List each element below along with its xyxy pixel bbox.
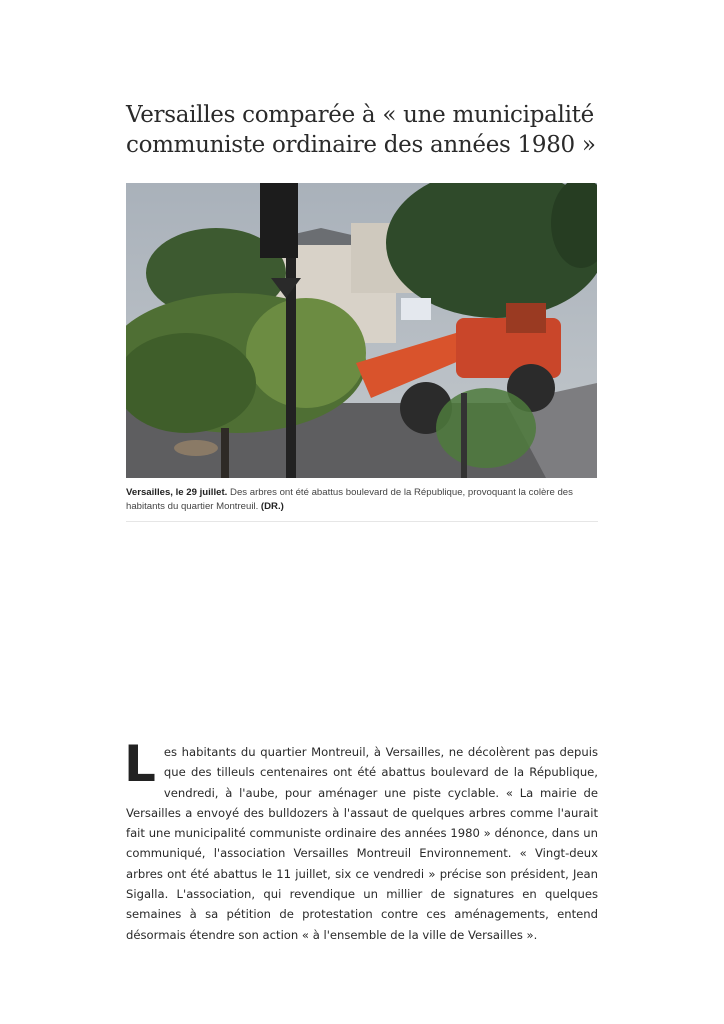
photo-street-scene bbox=[126, 183, 597, 478]
article-title: Versailles comparée à « une municipalité communiste ordinaire des années 1980 » bbox=[126, 102, 596, 158]
article-body-text: es habitants du quartier Montreuil, à Versailles, ne décolèrent pas depuis que des tilleuls centenaires ont été abattus boulevard de la République, vendredi, à l'aube, pour aménager une piste cyclable. « La mairie de Versailles a envoyé des bulldozers à l'assaut de quelques arbres comme l'aurait fait une municipalité communiste ordinaire des années 1980 » dénonce, dans un communiqué, l'association Versailles Montreuil Environnement. « Vingt-deux arbres ont été abattus le 11 juillet, six ce vendredi » précise son président, Jean Sigalla. L'association, qui revendique un millier de signatures en quelques semaines à sa pétition de protestation contre ces aménagements, entend désormais étendre son action « à l'ensemble de la ville de Versailles ». bbox=[126, 745, 598, 942]
photo-caption bbox=[126, 486, 598, 514]
article-body bbox=[124, 735, 598, 945]
caption-text: Des arbres ont été abattus boulevard de la République, provoquant la colère des habitants du quartier Montreuil. bbox=[126, 487, 573, 512]
caption-lead: Versailles, le 29 juillet. bbox=[126, 487, 228, 498]
caption-divider bbox=[126, 521, 598, 522]
article-photo bbox=[126, 183, 597, 478]
photo-credit: (DR.) bbox=[260, 501, 284, 512]
drop-cap: L bbox=[124, 735, 156, 793]
